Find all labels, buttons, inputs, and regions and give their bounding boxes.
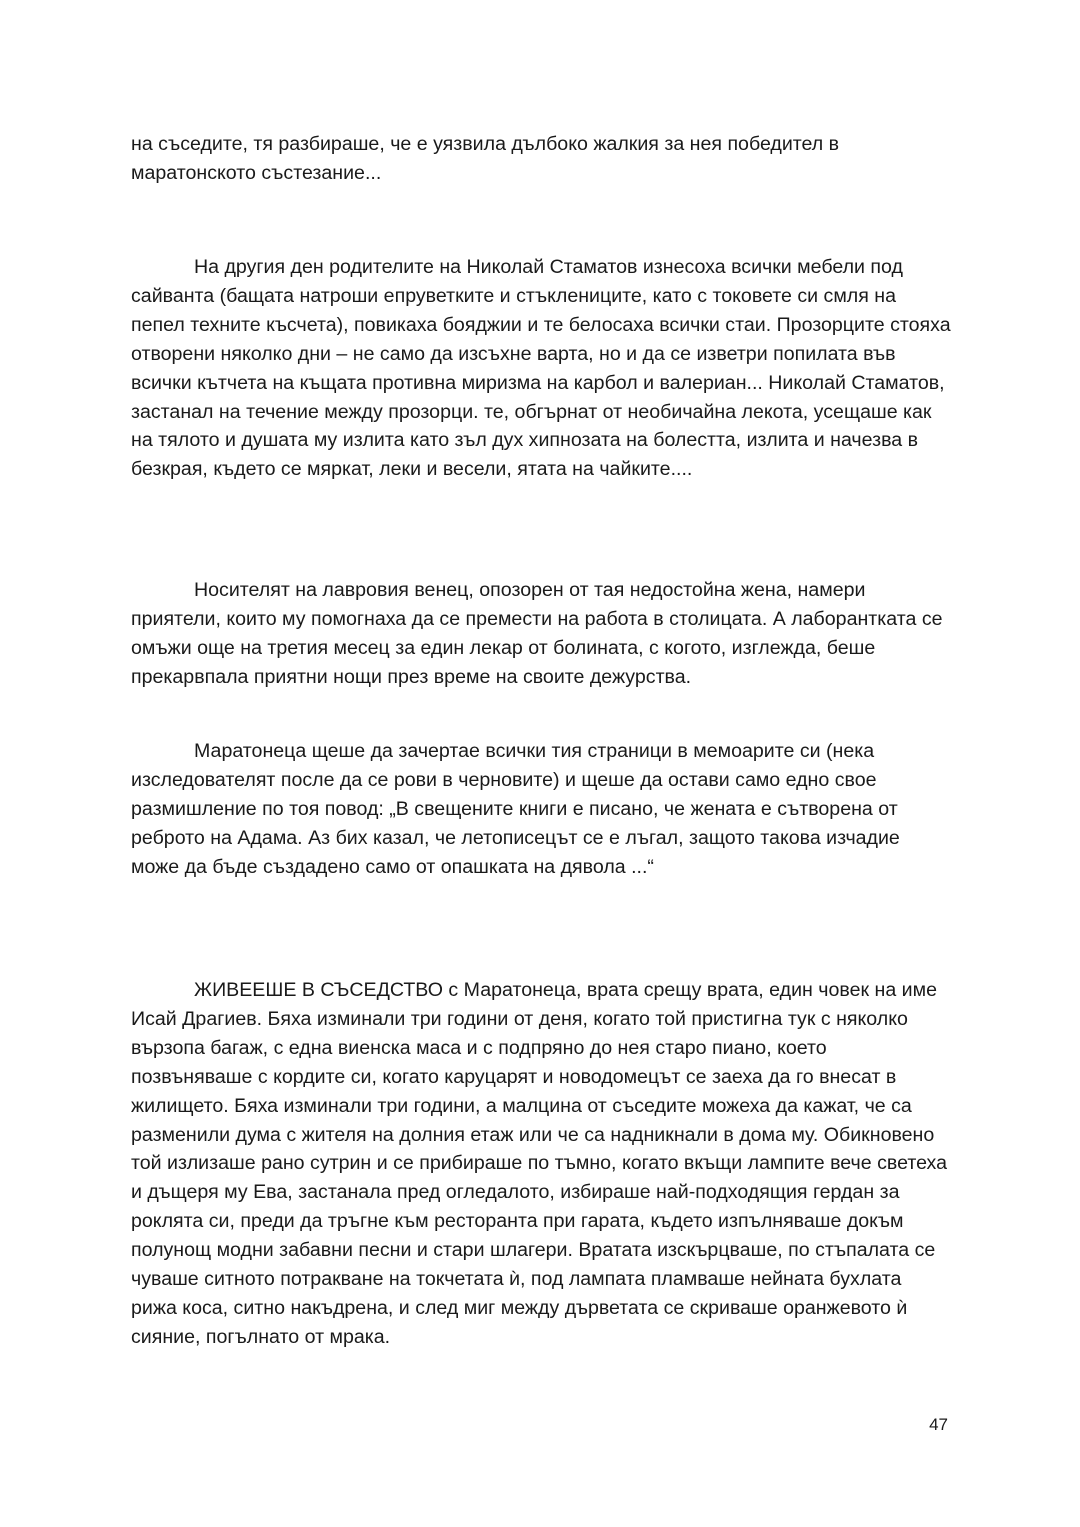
- paragraph-1: [131, 130, 951, 188]
- paragraph-text: На другия ден родителите на Николай Стаматов изнесоха всички мебели под сайванта (бащата натроши епруветките и стъклениците, като с токовете си смля на пепел техните късчета), повикаха бояджии и те белосаха всички стаи. Прозорците стояха отворени няколко дни – не само да изсъхне варта, но и да се изветри попилата във всички кътчета на къщата противна миризма на карбол и валериан... Николай Стаматов, застанал на течение между прозорци. те, обгърнат от необичайна лекота, усещаше как на тялото и душата му излита като зъл дух хипнозата на болестта, излита и начезва в безкрая, където се мяркат, леки и весели, ятата на чайките....: [131, 256, 951, 481]
- paragraph-5: [131, 976, 951, 1352]
- paragraph-text: Носителят на лавровия венец, опозорен от тая недостойна жена, намери приятели, които му помогнаха да се премести на работа в столицата. А лаборантката се омъжи още на третия месец за един лекар от болината, с когото, изглежда, беше прекарвпала приятни нощи през време на своите дежурства.: [131, 579, 943, 688]
- paragraph-text: ЖИВЕЕШЕ В СЪСЕДСТВО с Маратонеца, врата срещу врата, един човек на име Исай Драгиев. Бяха изминали три години от деня, когато той пристигна тук с няколко вързопа багаж, с една виенска маса и с подпряно до нея старо пиано, което позвъняваше с кордите си, когато каруцарят и новодомецът се заеха да го внесат в жилището. Бяха изминали три години, а малцина от съседите можеха да кажат, че са разменили дума с жителя на долния етаж или че са надникнали в дома му. Обикновено той излизаше рано сутрин и се прибираше по тъмно, когато вкъщи лампите вече светеха и дъщеря му Ева, застанала пред огледалото, избираше най-подходящия гердан за роклята си, преди да тръгне към ресторанта при гарата, където изпълняваше докъм полунощ модни забавни песни и стари шлагери. Вратата изскърцваше, по стъпалата се чуваше ситното потракване на токчетата ѝ, под лампата пламваше нейната бухлата рижа коса, ситно накъдрена, и след миг между дърветата се скриваше оранжевото ѝ сияние, погълнато от мрака.: [131, 979, 948, 1348]
- paragraph-2: [131, 253, 951, 484]
- page-number: 47: [929, 1415, 948, 1434]
- paragraph-text: Маратонеца щеше да зачертае всички тия страници в мемоарите си (нека изследователят после да се рови в черновите) и щеше да остави само едно свое размишление по тоя повод: „В свещените книги е писано, че жената е сътворена от реброто на Адама. Аз бих казал, че летописецът се е лъгал, защото такова изчадие може да бъде създадено само от опашката на дявола ...“: [131, 740, 900, 878]
- paragraph-text: на съседите, тя разбираше, че е уязвила дълбоко жалкия за нея победител в маратонското състезание...: [131, 133, 840, 184]
- paragraph-3: [131, 576, 951, 692]
- paragraph-4: [131, 737, 951, 882]
